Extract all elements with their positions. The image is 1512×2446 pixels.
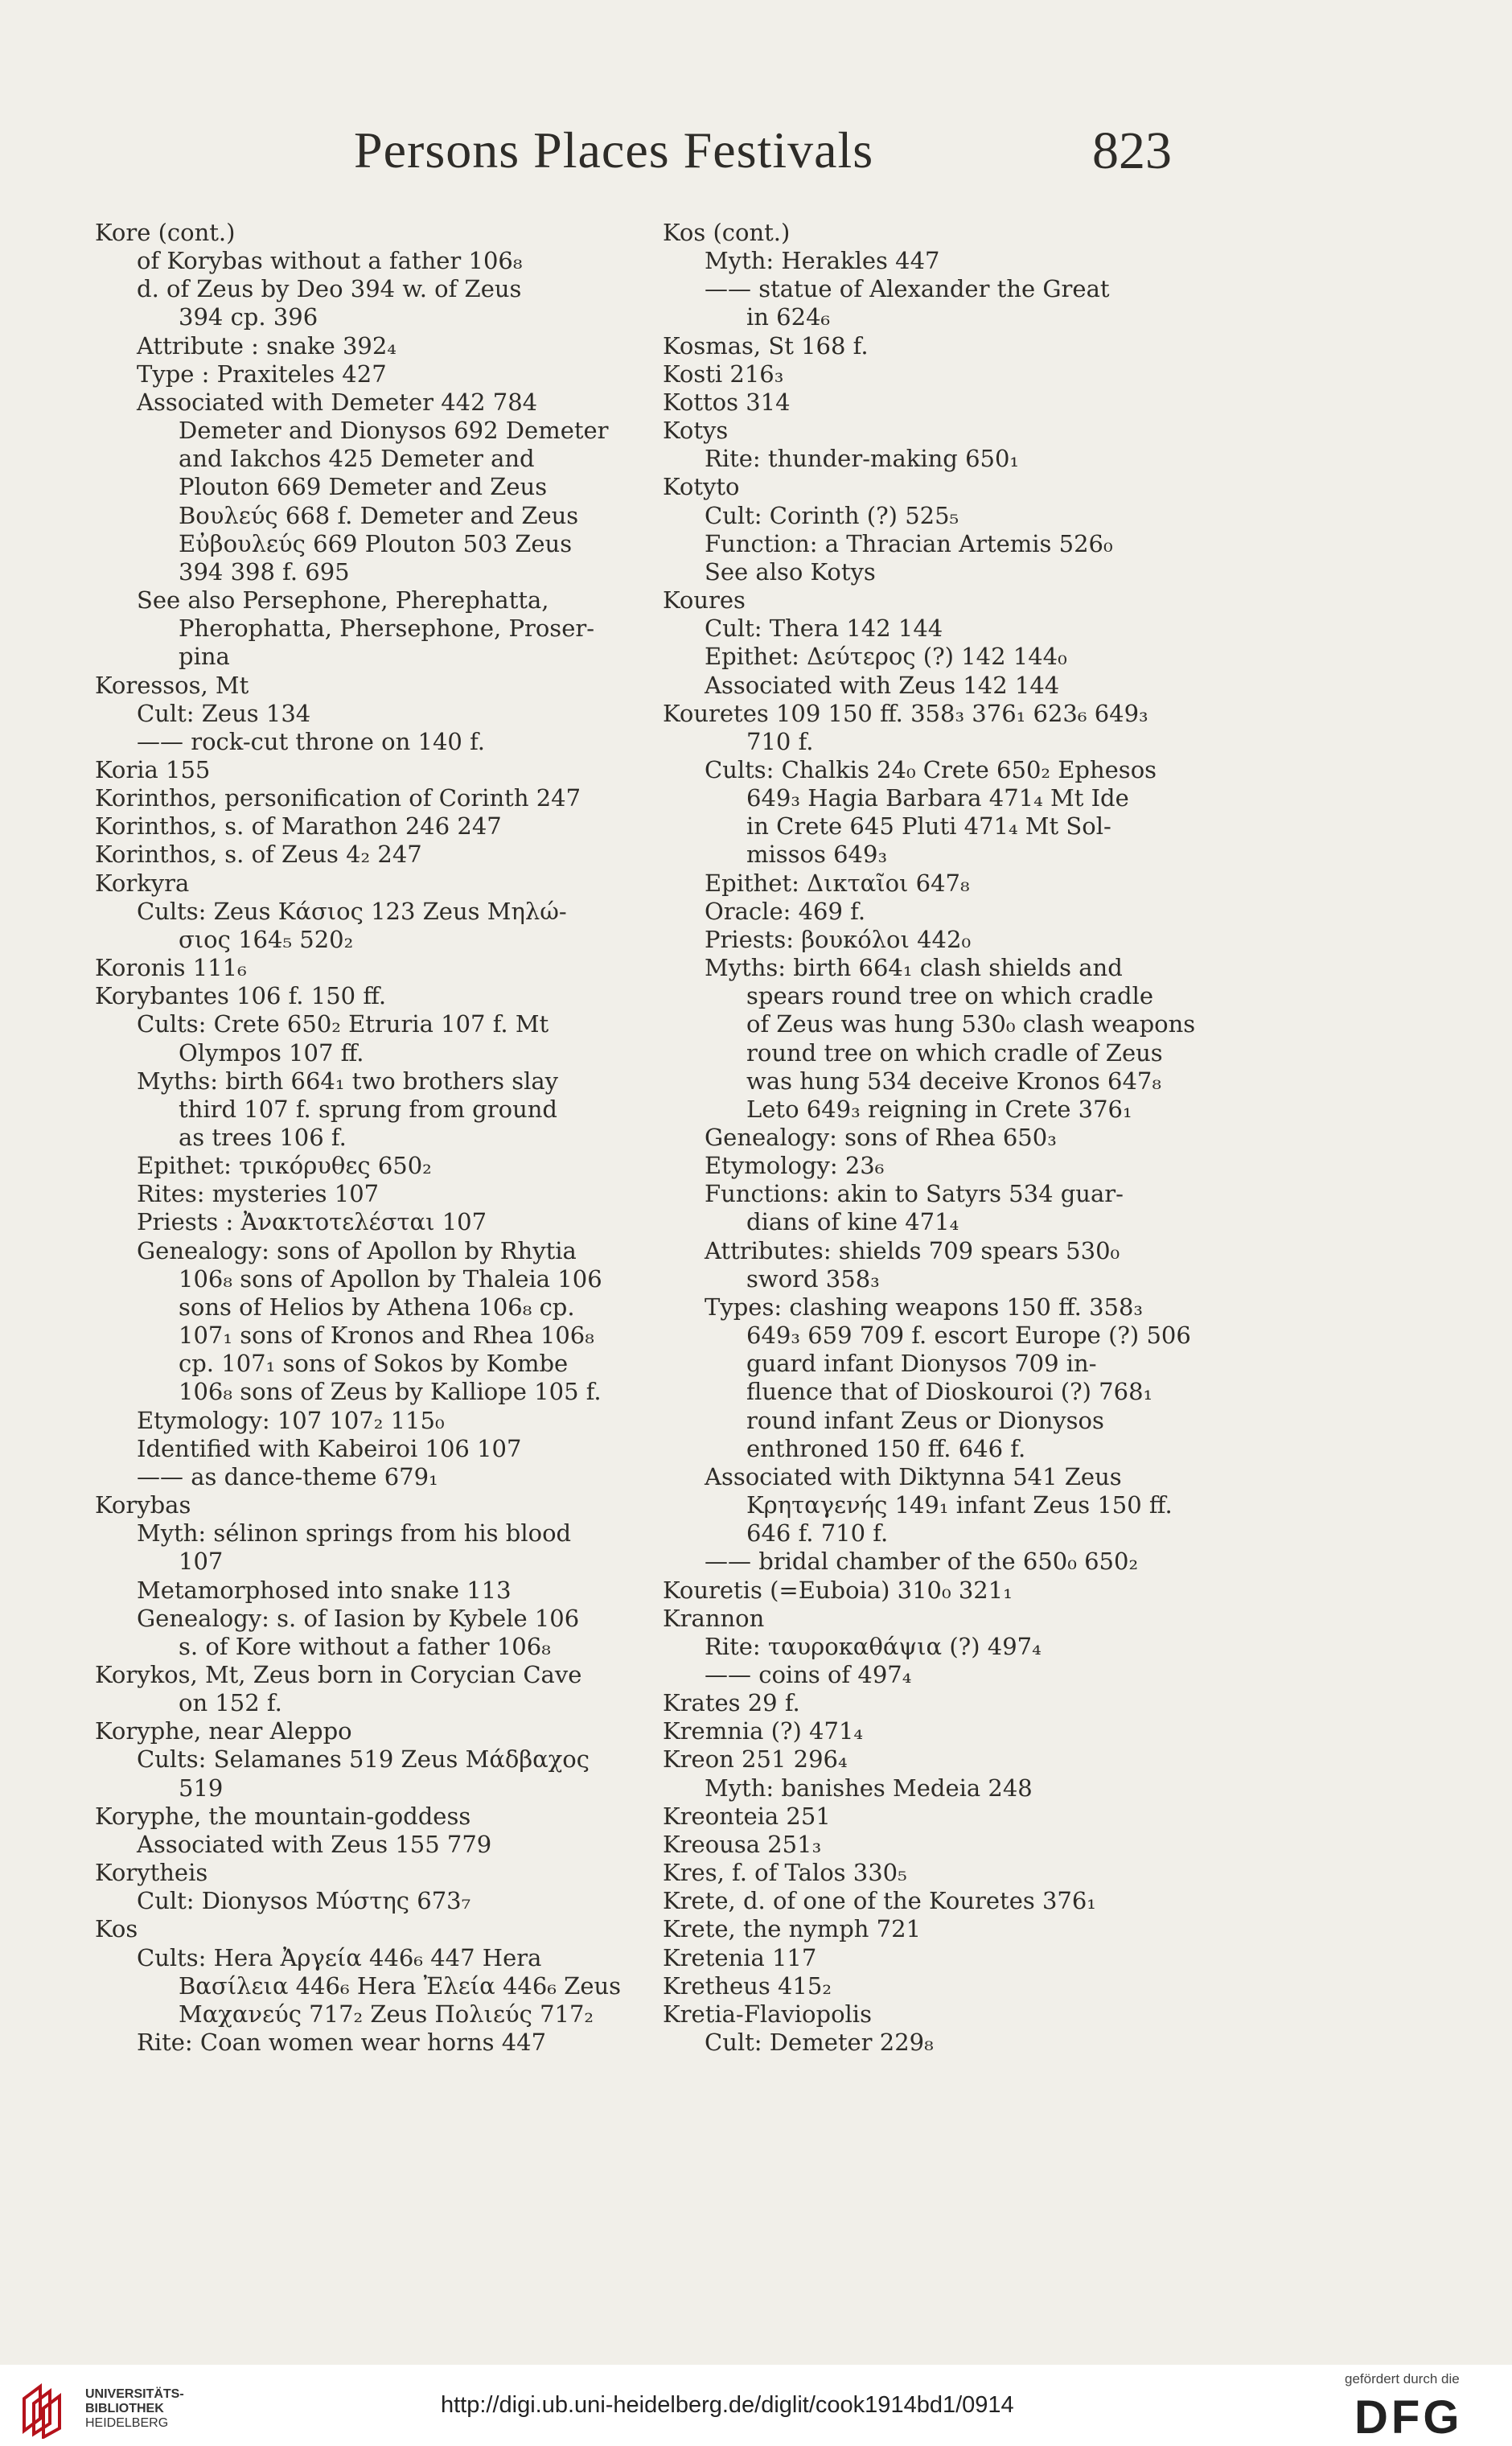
entry-headword: Koures xyxy=(663,586,746,615)
entry-subline: Rite: Coan women wear horns 447 xyxy=(137,2029,547,2056)
entry-subline: 107 xyxy=(179,1548,224,1576)
entry-subline: —— rock-cut throne on 140 f. xyxy=(137,727,485,755)
entry-subline: Associated with Diktynna 541 Zeus xyxy=(705,1462,1122,1490)
entry-subline: in Crete 645 Pluti 471₄ Mt Sol- xyxy=(746,812,1111,841)
index-entry xyxy=(663,1717,1187,1745)
dfg-logo: DFG xyxy=(1354,2391,1463,2444)
entry-subline: —— bridal chamber of the 650₀ 650₂ xyxy=(705,1548,1139,1576)
entry-subline: Priests: βουκόλοι 442₀ xyxy=(705,925,972,953)
entry-headword: Krates 29 f. xyxy=(663,1689,800,1717)
entry-subline: round tree on which cradle of Zeus xyxy=(746,1038,1163,1067)
entry-subline: Olympos 107 ff. xyxy=(179,1038,364,1067)
entry-subline: 519 xyxy=(179,1774,224,1802)
index-entry xyxy=(663,1605,1187,1689)
index-entry xyxy=(95,812,643,841)
entry-subline: spears round tree on which cradle xyxy=(746,982,1154,1010)
entry-subline: σιος 164₅ 520₂ xyxy=(179,925,354,953)
entry-headword: Kosti 216₃ xyxy=(663,360,784,388)
index-entry xyxy=(95,756,643,784)
index-entry xyxy=(95,841,643,869)
entry-subline: Demeter and Dionysos 692 Demeter xyxy=(179,417,609,445)
entry-subline: —— as dance-theme 679₁ xyxy=(137,1462,438,1490)
entry-headword: Korybas xyxy=(95,1491,191,1519)
index-entry xyxy=(95,784,643,812)
entry-subline: Cults: Hera Ἀργεία 446₆ 447 Hera xyxy=(137,1943,542,1971)
index-entry xyxy=(95,1803,643,1859)
entry-headword: Kretheus 415₂ xyxy=(663,1971,832,2000)
entry-headword: Kreousa 251₃ xyxy=(663,1830,822,1858)
index-entry xyxy=(663,1915,1187,1943)
index-entry xyxy=(663,417,1187,473)
index-entry xyxy=(663,388,1187,417)
entry-headword: Krannon xyxy=(663,1604,765,1632)
index-entry xyxy=(95,1859,643,1915)
index-entry xyxy=(663,1803,1187,1831)
entry-headword: Krete, the nymph 721 xyxy=(663,1915,922,1943)
entry-headword: Korinthos, s. of Marathon 246 247 xyxy=(95,812,502,841)
index-entry xyxy=(663,1859,1187,1887)
entry-subline: Pherophatta, Phersephone, Proser- xyxy=(179,615,595,643)
entry-headword: Korykos, Mt, Zeus born in Corycian Cave xyxy=(95,1660,582,1688)
entry-subline: Βουλεύς 668 f. Demeter and Zeus xyxy=(179,501,579,529)
entry-subline: See also Kotys xyxy=(705,557,876,586)
entry-headword: Koryphe, near Aleppo xyxy=(95,1717,352,1745)
entry-subline: Associated with Demeter 442 784 xyxy=(137,388,538,416)
entry-subline: 646 f. 710 f. xyxy=(746,1519,889,1548)
entry-subline: Cults: Chalkis 24₀ Crete 650₂ Ephesos xyxy=(705,755,1157,783)
entry-subline: 394 cp. 396 xyxy=(179,303,318,331)
entry-headword: Koria 155 xyxy=(95,755,211,783)
entry-subline: 710 f. xyxy=(746,727,814,755)
entry-headword: Koryphe, the mountain-goddess xyxy=(95,1802,471,1830)
entry-subline: sons of Helios by Athena 106₈ cp. xyxy=(179,1293,575,1321)
entry-subline: Function: a Thracian Artemis 526₀ xyxy=(705,529,1113,557)
index-entry xyxy=(663,1831,1187,1859)
entry-headword: Kretenia 117 xyxy=(663,1943,817,1971)
index-entry xyxy=(663,1577,1187,1605)
entry-subline: cp. 107₁ sons of Sokos by Kombe xyxy=(179,1350,569,1378)
index-entry xyxy=(663,219,1187,332)
left-index-column xyxy=(95,219,643,2057)
entry-subline: as trees 106 f. xyxy=(179,1124,347,1151)
entry-subline: Genealogy: sons of Rhea 650₃ xyxy=(705,1124,1057,1151)
entry-subline: Etymology: 23₆ xyxy=(705,1152,885,1180)
entry-headword: Korybantes 106 f. 150 ff. xyxy=(95,982,387,1010)
entry-subline: Type : Praxiteles 427 xyxy=(137,360,387,388)
entry-subline: s. of Kore without a father 106₈ xyxy=(179,1632,551,1660)
entry-subline: 649₃ Hagia Barbara 471₄ Mt Ide xyxy=(746,784,1129,812)
entry-headword: Kosmas, St 168 f. xyxy=(663,331,869,360)
index-entry xyxy=(663,473,1187,586)
index-entry xyxy=(663,1887,1187,1915)
entry-subline: Cults: Zeus Κάσιος 123 Zeus Μηλώ- xyxy=(137,897,567,925)
entry-subline: Attribute : snake 392₄ xyxy=(137,331,396,360)
entry-subline: on 152 f. xyxy=(179,1689,282,1717)
entry-subline: 106₈ sons of Apollon by Thaleia 106 xyxy=(179,1264,602,1293)
index-entry xyxy=(663,1972,1187,2000)
entry-subline: Cult: Zeus 134 xyxy=(137,699,311,727)
entry-subline: Myths: birth 664₁ clash shields and xyxy=(705,954,1123,982)
entry-subline: pina xyxy=(179,643,230,671)
page-header xyxy=(0,121,1512,185)
entry-subline: Rite: ταυροκαθάψια (?) 497₄ xyxy=(705,1632,1042,1660)
entry-subline: —— coins of 497₄ xyxy=(705,1660,912,1688)
index-entry xyxy=(663,1689,1187,1717)
entry-subline: fluence that of Dioskouroi (?) 768₁ xyxy=(746,1378,1153,1406)
library-name-line: UNIVERSITÄTS- xyxy=(85,2387,184,2401)
entry-subline: Types: clashing weapons 150 ff. 358₃ xyxy=(705,1293,1144,1321)
entry-subline: Etymology: 107 107₂ 115₀ xyxy=(137,1406,445,1434)
index-entry xyxy=(95,1915,643,2057)
index-entry xyxy=(663,1944,1187,1972)
entry-subline: guard infant Dionysos 709 in- xyxy=(746,1350,1097,1378)
entry-headword: Kore (cont.) xyxy=(95,219,236,246)
entry-subline: 106₈ sons of Zeus by Kalliope 105 f. xyxy=(179,1378,602,1406)
entry-subline: sword 358₃ xyxy=(746,1264,880,1293)
entry-subline: of Zeus was hung 530₀ clash weapons xyxy=(746,1010,1196,1038)
entry-subline: missos 649₃ xyxy=(746,841,888,869)
entry-subline: Cults: Selamanes 519 Zeus Μάδβαχος xyxy=(137,1745,590,1774)
entry-subline: d. of Zeus by Deo 394 w. of Zeus xyxy=(137,275,522,303)
index-entry xyxy=(663,332,1187,360)
entry-subline: —— statue of Alexander the Great xyxy=(705,275,1110,303)
entry-headword: Krete, d. of one of the Kouretes 376₁ xyxy=(663,1887,1096,1915)
entry-subline: Epithet: τρικόρυθες 650₂ xyxy=(137,1152,432,1180)
entry-subline: Identified with Kabeiroi 106 107 xyxy=(137,1434,522,1462)
entry-subline: Myth: Herakles 447 xyxy=(705,247,940,275)
entry-subline: Leto 649₃ reigning in Crete 376₁ xyxy=(746,1095,1132,1123)
entry-subline: Cults: Crete 650₂ Etruria 107 f. Mt xyxy=(137,1010,549,1038)
entry-subline: Myth: sélinon springs from his blood xyxy=(137,1519,572,1548)
index-entry xyxy=(663,586,1187,700)
permalink-url[interactable]: http://digi.ub.uni-heidelberg.de/diglit/cook1914bd1/0914 xyxy=(441,2392,1014,2418)
entry-subline: See also Persephone, Pherephatta, xyxy=(137,586,549,615)
entry-subline: dians of kine 471₄ xyxy=(746,1208,959,1236)
index-entry xyxy=(95,219,643,672)
entry-subline: in 624₆ xyxy=(746,303,831,331)
entry-headword: Kreon 251 296₄ xyxy=(663,1745,848,1774)
entry-subline: Myths: birth 664₁ two brothers slay xyxy=(137,1067,559,1095)
entry-subline: Genealogy: sons of Apollon by Rhytia xyxy=(137,1236,577,1264)
entry-headword: Kremnia (?) 471₄ xyxy=(663,1717,864,1745)
library-name-line: HEIDELBERG xyxy=(85,2416,169,2430)
entry-subline: Cult: Dionysos Μύστης 673₇ xyxy=(137,1887,471,1915)
entry-subline: round infant Zeus or Dionysos xyxy=(746,1406,1104,1434)
entry-subline: Βασίλεια 446₆ Hera Ἐλεία 446₆ Zeus xyxy=(179,1971,622,2000)
entry-headword: Korinthos, personification of Corinth 247 xyxy=(95,784,581,812)
entry-headword: Kres, f. of Talos 330₅ xyxy=(663,1859,907,1887)
entry-subline: Priests : Ἀνακτοτελέσται 107 xyxy=(137,1208,487,1236)
page-number: 823 xyxy=(1092,121,1172,180)
entry-headword: Koressos, Mt xyxy=(95,671,249,699)
entry-subline: Associated with Zeus 142 144 xyxy=(705,671,1060,699)
entry-subline: Myth: banishes Medeia 248 xyxy=(705,1774,1033,1802)
library-name-line: BIBLIOTHEK xyxy=(85,2402,164,2415)
entry-subline: Μαχανεύς 717₂ Zeus Πολιεύς 717₂ xyxy=(179,2000,594,2028)
entry-headword: Kottos 314 xyxy=(663,388,791,416)
entry-subline: Associated with Zeus 155 779 xyxy=(137,1830,492,1858)
entry-headword: Kreonteia 251 xyxy=(663,1802,831,1830)
entry-headword: Korinthos, s. of Zeus 4₂ 247 xyxy=(95,841,422,869)
entry-subline: 107₁ sons of Kronos and Rhea 106₈ xyxy=(179,1322,594,1350)
index-entry xyxy=(663,360,1187,388)
entry-subline: and Iakchos 425 Demeter and xyxy=(179,445,535,473)
entry-subline: Cult: Thera 142 144 xyxy=(705,615,943,643)
index-entry xyxy=(663,1745,1187,1802)
entry-subline: 394 398 f. 695 xyxy=(179,557,350,586)
entry-headword: Koronis 111₆ xyxy=(95,954,247,982)
index-entry xyxy=(95,672,643,756)
index-entry xyxy=(95,982,643,1491)
entry-subline: Genealogy: s. of Iasion by Kybele 106 xyxy=(137,1604,580,1632)
university-library-name xyxy=(85,2387,184,2431)
entry-headword: Kotys xyxy=(663,417,729,445)
digitization-footer xyxy=(0,2365,1512,2446)
entry-subline: Functions: akin to Satyrs 534 guar- xyxy=(705,1180,1124,1208)
entry-headword: Kotyto xyxy=(663,473,740,501)
funding-note: gefördert durch die xyxy=(1345,2371,1460,2386)
entry-headword: Korytheis xyxy=(95,1859,208,1887)
entry-subline: third 107 f. sprung from ground xyxy=(179,1095,557,1123)
entry-headword: Kretia-Flaviopolis xyxy=(663,2000,872,2028)
entry-subline: Rite: thunder-making 650₁ xyxy=(705,445,1020,473)
running-title: Persons Places Festivals xyxy=(354,121,874,179)
entry-headword: Kos (cont.) xyxy=(663,219,791,246)
entry-subline: Oracle: 469 f. xyxy=(705,897,866,925)
entry-subline: Attributes: shields 709 spears 530₀ xyxy=(705,1236,1120,1264)
index-entry xyxy=(95,869,643,954)
entry-subline: Cult: Demeter 229₈ xyxy=(705,2029,934,2056)
index-entry xyxy=(663,2000,1187,2057)
entry-subline: of Korybas without a father 106₈ xyxy=(137,247,523,275)
entry-subline: Κρηταγενής 149₁ infant Zeus 150 ff. xyxy=(746,1491,1173,1519)
entry-subline: Epithet: Δικταῖοι 647₈ xyxy=(705,869,970,897)
entry-headword: Kouretis (=Euboia) 310₀ 321₁ xyxy=(663,1576,1013,1604)
entry-subline: Metamorphosed into snake 113 xyxy=(137,1576,512,1604)
entry-headword: Kos xyxy=(95,1915,138,1943)
index-entry xyxy=(95,1491,643,1661)
entry-subline: Cult: Corinth (?) 525₅ xyxy=(705,501,959,529)
entry-subline: 649₃ 659 709 f. escort Europe (?) 506 xyxy=(746,1322,1191,1350)
entry-subline: was hung 534 deceive Kronos 647₈ xyxy=(746,1067,1161,1095)
index-entry xyxy=(95,1661,643,1717)
right-index-column xyxy=(663,219,1196,2057)
entry-subline: Rites: mysteries 107 xyxy=(137,1180,380,1208)
index-entry xyxy=(663,699,1196,1577)
index-entry xyxy=(95,1717,643,1802)
entry-subline: Εὐβουλεύς 669 Plouton 503 Zeus xyxy=(179,529,573,557)
entry-headword: Korkyra xyxy=(95,869,190,897)
entry-subline: enthroned 150 ff. 646 f. xyxy=(746,1434,1026,1462)
entry-subline: Epithet: Δεύτερος (?) 142 144₀ xyxy=(705,643,1067,671)
entry-headword: Kouretes 109 150 ff. 358₃ 376₁ 623₆ 649₃ xyxy=(663,699,1148,727)
university-library-logo-icon xyxy=(16,2382,80,2439)
index-entry xyxy=(95,954,643,982)
entry-subline: Plouton 669 Demeter and Zeus xyxy=(179,473,548,501)
